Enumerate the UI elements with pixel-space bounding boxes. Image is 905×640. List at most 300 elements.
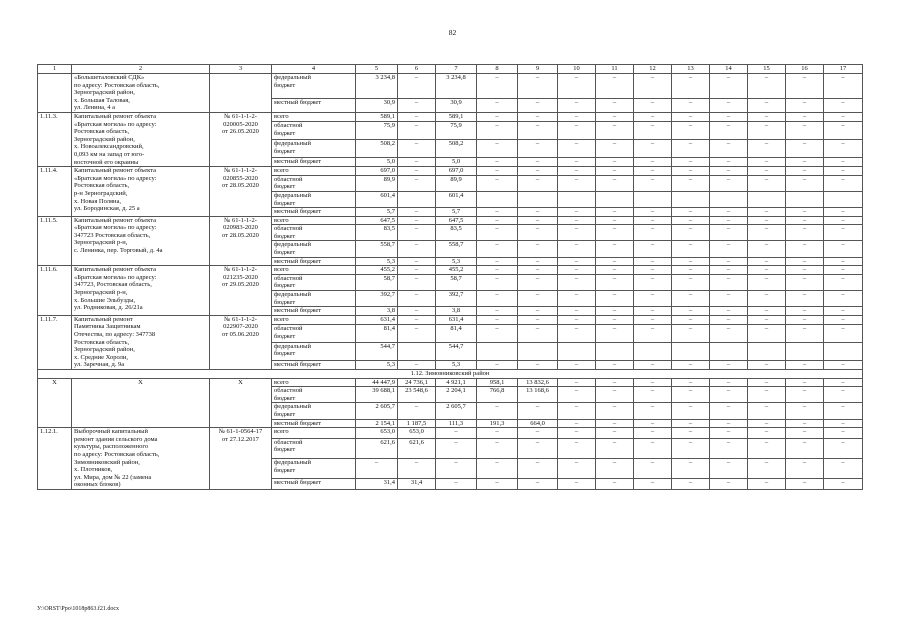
amount-cell: – xyxy=(786,403,824,419)
amount-cell: – xyxy=(672,99,710,113)
funding-line: федеральный xyxy=(274,403,311,411)
amount-cell: – xyxy=(748,175,786,191)
description-line: х. Плотников, xyxy=(74,466,113,474)
description-line: р-н Зерноградский, xyxy=(74,189,128,197)
amount-cell: – xyxy=(558,122,596,140)
amount-cell: – xyxy=(558,74,596,99)
amount-cell: 392,7 xyxy=(436,291,477,307)
amount-cell: – xyxy=(558,140,596,158)
amount-cell: – xyxy=(748,360,786,369)
amount-cell: 111,3 xyxy=(436,419,477,428)
budget-table xyxy=(37,64,863,490)
amount-cell: – xyxy=(672,266,710,275)
amount-cell: – xyxy=(558,291,596,307)
amount-cell: – xyxy=(634,291,672,307)
funding-source xyxy=(272,325,356,343)
reference-line: 020005-2020 xyxy=(223,120,258,128)
amount-cell: 392,7 xyxy=(356,291,398,307)
amount-cell: 647,5 xyxy=(436,216,477,225)
column-number: 11 xyxy=(596,65,634,74)
amount-cell: – xyxy=(518,291,558,307)
funding-line: бюджет xyxy=(274,249,296,257)
amount-cell: – xyxy=(710,241,748,257)
funding-line: бюджет xyxy=(274,129,296,137)
table-row xyxy=(38,266,863,275)
amount-cell: – xyxy=(824,315,863,324)
amount-cell: – xyxy=(672,140,710,158)
amount-cell: – xyxy=(710,167,748,176)
amount-cell: – xyxy=(398,291,436,307)
amount-cell: – xyxy=(477,266,518,275)
funding-line: всего xyxy=(274,216,289,224)
description-line: по адресу: Ростовская область, xyxy=(74,450,160,458)
amount-cell: – xyxy=(634,479,672,490)
description-line: х. Новоалександровский, xyxy=(74,143,144,151)
amount-cell: – xyxy=(824,403,863,419)
amount-cell: – xyxy=(518,208,558,217)
reference-line: № 61-1-1-2- xyxy=(224,167,257,175)
amount-cell: – xyxy=(558,274,596,290)
amount-cell: – xyxy=(518,257,558,266)
amount-cell: – xyxy=(786,307,824,316)
description-line: Капитальный ремонт объекта xyxy=(74,167,156,175)
table-row xyxy=(38,167,863,176)
amount-cell: 3,8 xyxy=(436,307,477,316)
amount-cell: – xyxy=(477,216,518,225)
amount-cell: – xyxy=(477,307,518,316)
amount-cell: – xyxy=(558,112,596,121)
amount-cell: – xyxy=(786,274,824,290)
funding-source xyxy=(272,216,356,225)
funding-line: местный бюджет xyxy=(274,479,322,487)
amount-cell: 508,2 xyxy=(356,140,398,158)
amount-cell: – xyxy=(786,479,824,490)
amount-cell: – xyxy=(398,122,436,140)
amount-cell: – xyxy=(710,257,748,266)
amount-cell: 30,9 xyxy=(356,99,398,113)
amount-cell: – xyxy=(398,208,436,217)
funding-source xyxy=(272,479,356,490)
reference-line: № 61-1-1-2- xyxy=(224,315,257,323)
amount-cell: 697,0 xyxy=(356,167,398,176)
amount-cell: – xyxy=(558,428,596,439)
amount-cell: – xyxy=(596,225,634,241)
amount-cell: – xyxy=(558,307,596,316)
amount-cell: – xyxy=(518,458,558,478)
amount-cell: – xyxy=(786,208,824,217)
amount-cell: – xyxy=(558,266,596,275)
amount-cell: – xyxy=(672,315,710,324)
reference-line: от 26.05.2020 xyxy=(222,128,259,136)
description-line: ул. Бородинская, д. 25 а xyxy=(74,205,140,213)
funding-source xyxy=(272,112,356,121)
amount-cell: – xyxy=(786,360,824,369)
amount-cell: – xyxy=(518,157,558,166)
amount-cell: – xyxy=(824,122,863,140)
amount-cell: 3,8 xyxy=(356,307,398,316)
amount-cell: – xyxy=(398,225,436,241)
amount-cell: – xyxy=(824,479,863,490)
amount-cell: – xyxy=(558,257,596,266)
amount-cell: – xyxy=(786,216,824,225)
funding-source xyxy=(272,274,356,290)
amount-cell: – xyxy=(634,216,672,225)
amount-cell: – xyxy=(558,387,596,403)
table-row xyxy=(38,428,863,439)
amount-cell: – xyxy=(748,315,786,324)
amount-cell: – xyxy=(518,216,558,225)
amount-cell: – xyxy=(748,266,786,275)
amount-cell: – xyxy=(596,266,634,275)
description-line: 347723, Ростовская область, xyxy=(74,281,152,289)
object-description xyxy=(72,378,210,428)
amount-cell: – xyxy=(518,479,558,490)
amount-cell: – xyxy=(710,315,748,324)
page-number: 82 xyxy=(448,28,457,37)
amount-cell: – xyxy=(748,387,786,403)
funding-line: всего xyxy=(274,112,289,120)
description-line: Капитальный ремонт объекта xyxy=(74,216,156,224)
amount-cell: – xyxy=(786,428,824,439)
amount-cell: 4 921,1 xyxy=(436,378,477,387)
item-number: 1.11.6. xyxy=(38,266,72,316)
funding-line: бюджет xyxy=(274,298,296,306)
amount-cell: – xyxy=(596,216,634,225)
funding-source xyxy=(272,428,356,439)
funding-line: всего xyxy=(274,428,289,436)
funding-line: федеральный xyxy=(274,342,311,350)
amount-cell: – xyxy=(398,157,436,166)
reference-line: от 29.05.2020 xyxy=(222,281,259,289)
description-line: Капитальный ремонт объекта xyxy=(74,112,156,120)
description-line: «Большеталовский СДК» xyxy=(74,74,145,81)
funding-line: областной xyxy=(274,225,303,233)
amount-cell: – xyxy=(748,291,786,307)
amount-cell: 2 605,7 xyxy=(356,403,398,419)
funding-line: бюджет xyxy=(274,183,296,191)
amount-cell: – xyxy=(558,241,596,257)
amount-cell: 766,8 xyxy=(477,387,518,403)
expertise-reference xyxy=(210,378,272,428)
amount-cell: – xyxy=(710,122,748,140)
amount-cell: – xyxy=(634,403,672,419)
amount-cell: – xyxy=(596,274,634,290)
amount-cell: – xyxy=(672,274,710,290)
amount-cell: – xyxy=(398,74,436,99)
amount-cell: – xyxy=(634,167,672,176)
amount-cell: – xyxy=(748,325,786,343)
amount-cell: – xyxy=(786,387,824,403)
amount-cell: – xyxy=(477,291,518,307)
amount-cell: – xyxy=(748,225,786,241)
amount-cell: – xyxy=(672,257,710,266)
item-number: 1.11.3. xyxy=(38,112,72,166)
amount-cell: – xyxy=(824,307,863,316)
object-description xyxy=(72,74,210,113)
amount-cell: – xyxy=(710,438,748,458)
description-line: ул. Мира, дом № 22 (замена xyxy=(74,473,152,481)
description-line: Ростовская область, xyxy=(74,338,130,346)
object-description xyxy=(72,315,210,369)
amount-cell: – xyxy=(477,225,518,241)
amount-cell: 589,1 xyxy=(356,112,398,121)
amount-cell: – xyxy=(824,360,863,369)
amount-cell: – xyxy=(824,175,863,191)
column-number: 16 xyxy=(786,65,824,74)
amount-cell: – xyxy=(398,458,436,478)
funding-line: бюджет xyxy=(274,332,296,340)
amount-cell: – xyxy=(824,438,863,458)
amount-cell: 31,4 xyxy=(398,479,436,490)
object-description xyxy=(72,112,210,166)
amount-cell: – xyxy=(518,225,558,241)
funding-line: областной xyxy=(274,325,303,333)
amount-cell: – xyxy=(824,241,863,257)
column-number: 12 xyxy=(634,65,672,74)
amount-cell: – xyxy=(824,225,863,241)
amount-cell: – xyxy=(786,140,824,158)
reference-line: X xyxy=(238,378,243,386)
amount-cell: 5,3 xyxy=(436,360,477,369)
amount-cell: – xyxy=(558,157,596,166)
funding-line: бюджет xyxy=(274,199,296,207)
amount-cell: – xyxy=(672,167,710,176)
amount-cell: – xyxy=(786,266,824,275)
amount-cell: – xyxy=(398,99,436,113)
amount-cell: 58,7 xyxy=(436,274,477,290)
amount-cell: – xyxy=(518,438,558,458)
funding-line: всего xyxy=(274,315,289,323)
amount-cell: – xyxy=(710,74,748,99)
amount-cell: – xyxy=(710,99,748,113)
object-description xyxy=(72,428,210,490)
amount-cell: 2 154,1 xyxy=(356,419,398,428)
amount-cell: – xyxy=(786,419,824,428)
amount-cell xyxy=(634,342,672,360)
reference-line: 022907-2020 xyxy=(223,323,258,331)
expertise-reference xyxy=(210,315,272,369)
object-description xyxy=(72,167,210,217)
amount-cell: – xyxy=(672,428,710,439)
description-line: Памятника Защитникам xyxy=(74,323,141,331)
amount-cell: – xyxy=(596,112,634,121)
amount-cell: – xyxy=(824,257,863,266)
description-line: Зерноградский район, xyxy=(74,89,135,97)
amount-cell: – xyxy=(634,360,672,369)
reference-line: от 28.05.2020 xyxy=(222,182,259,190)
amount-cell xyxy=(558,342,596,360)
column-number: 10 xyxy=(558,65,596,74)
amount-cell: – xyxy=(672,479,710,490)
funding-line: бюджет xyxy=(274,81,296,89)
amount-cell: – xyxy=(558,438,596,458)
description-line: X xyxy=(138,378,143,386)
funding-line: областной xyxy=(274,122,303,130)
description-line: по адресу: Ростовская область, xyxy=(74,81,160,89)
amount-cell: – xyxy=(748,419,786,428)
amount-cell: – xyxy=(824,325,863,343)
funding-source xyxy=(272,307,356,316)
amount-cell: – xyxy=(672,458,710,478)
section-title: 1.12. Зимовниковский район xyxy=(38,369,863,378)
amount-cell: – xyxy=(634,307,672,316)
amount-cell xyxy=(710,191,748,207)
amount-cell: – xyxy=(596,479,634,490)
amount-cell: – xyxy=(748,122,786,140)
expertise-reference xyxy=(210,266,272,316)
amount-cell: 631,4 xyxy=(436,315,477,324)
amount-cell: – xyxy=(634,378,672,387)
amount-cell: – xyxy=(710,140,748,158)
funding-line: бюджет xyxy=(274,394,296,402)
amount-cell: 30,9 xyxy=(436,99,477,113)
amount-cell: – xyxy=(786,378,824,387)
amount-cell: – xyxy=(356,458,398,478)
amount-cell: – xyxy=(596,387,634,403)
amount-cell: – xyxy=(824,419,863,428)
description-line: ул. Заречная, д. 9а xyxy=(74,361,125,369)
table-row xyxy=(38,315,863,324)
amount-cell: – xyxy=(672,175,710,191)
funding-source xyxy=(272,257,356,266)
amount-cell: 631,4 xyxy=(356,315,398,324)
column-number: 15 xyxy=(748,65,786,74)
amount-cell: – xyxy=(398,315,436,324)
amount-cell: – xyxy=(786,458,824,478)
funding-source xyxy=(272,74,356,99)
amount-cell: – xyxy=(558,208,596,217)
amount-cell: – xyxy=(477,274,518,290)
amount-cell: – xyxy=(748,74,786,99)
funding-source xyxy=(272,191,356,207)
funding-source xyxy=(272,458,356,478)
amount-cell: – xyxy=(558,167,596,176)
amount-cell: – xyxy=(634,122,672,140)
amount-cell: 3 234,8 xyxy=(436,74,477,99)
amount-cell: – xyxy=(672,112,710,121)
description-line: Капитальный ремонт xyxy=(74,315,133,323)
amount-cell xyxy=(477,191,518,207)
funding-line: федеральный xyxy=(274,291,311,299)
amount-cell: 664,0 xyxy=(518,419,558,428)
amount-cell: – xyxy=(710,378,748,387)
amount-cell: 653,0 xyxy=(398,428,436,439)
amount-cell: 75,9 xyxy=(436,122,477,140)
amount-cell: – xyxy=(398,266,436,275)
amount-cell: 647,5 xyxy=(356,216,398,225)
amount-cell: 2 605,7 xyxy=(436,403,477,419)
amount-cell: – xyxy=(634,419,672,428)
amount-cell: – xyxy=(824,266,863,275)
amount-cell: – xyxy=(672,360,710,369)
amount-cell: – xyxy=(748,167,786,176)
amount-cell: – xyxy=(477,140,518,158)
amount-cell: 5,3 xyxy=(356,257,398,266)
amount-cell xyxy=(596,191,634,207)
amount-cell: – xyxy=(786,315,824,324)
amount-cell: – xyxy=(672,157,710,166)
funding-line: бюджет xyxy=(274,282,296,290)
funding-source xyxy=(272,99,356,113)
funding-line: местный бюджет xyxy=(274,99,322,107)
amount-cell: – xyxy=(596,208,634,217)
amount-cell: 508,2 xyxy=(436,140,477,158)
amount-cell: 3 234,8 xyxy=(356,74,398,99)
amount-cell xyxy=(596,342,634,360)
amount-cell: – xyxy=(518,307,558,316)
amount-cell: 958,1 xyxy=(477,378,518,387)
column-number: 17 xyxy=(824,65,863,74)
amount-cell: – xyxy=(672,291,710,307)
amount-cell: 31,4 xyxy=(356,479,398,490)
amount-cell: – xyxy=(672,74,710,99)
amount-cell: – xyxy=(634,112,672,121)
amount-cell: – xyxy=(786,167,824,176)
amount-cell: – xyxy=(786,157,824,166)
column-number: 2 xyxy=(72,65,210,74)
amount-cell: – xyxy=(748,216,786,225)
funding-source xyxy=(272,387,356,403)
amount-cell: – xyxy=(634,266,672,275)
amount-cell: – xyxy=(477,74,518,99)
amount-cell: – xyxy=(634,428,672,439)
amount-cell: – xyxy=(786,241,824,257)
amount-cell: – xyxy=(477,241,518,257)
description-line: х. Большие Эльбузды, xyxy=(74,296,136,304)
funding-source xyxy=(272,208,356,217)
amount-cell: – xyxy=(398,241,436,257)
amount-cell: – xyxy=(518,241,558,257)
amount-cell: – xyxy=(634,458,672,478)
funding-line: местный бюджет xyxy=(274,157,322,165)
amount-cell: – xyxy=(710,225,748,241)
amount-cell: – xyxy=(398,112,436,121)
description-line: Зерноградский район, xyxy=(74,346,135,354)
funding-line: областной xyxy=(274,274,303,282)
amount-cell: – xyxy=(477,315,518,324)
amount-cell: – xyxy=(786,74,824,99)
expertise-reference xyxy=(210,167,272,217)
reference-line: 021235-2020 xyxy=(223,273,258,281)
amount-cell: 601,4 xyxy=(356,191,398,207)
amount-cell: – xyxy=(710,112,748,121)
description-line: Зерноградский район, xyxy=(74,135,135,143)
amount-cell: – xyxy=(596,257,634,266)
amount-cell: – xyxy=(824,74,863,99)
amount-cell: – xyxy=(596,419,634,428)
column-number: 5 xyxy=(356,65,398,74)
amount-cell: – xyxy=(710,360,748,369)
funding-source xyxy=(272,360,356,369)
amount-cell: – xyxy=(477,208,518,217)
funding-line: бюджет xyxy=(274,466,296,474)
amount-cell: – xyxy=(710,403,748,419)
amount-cell: 89,9 xyxy=(436,175,477,191)
funding-line: бюджет xyxy=(274,147,296,155)
amount-cell: – xyxy=(824,99,863,113)
amount-cell: – xyxy=(748,99,786,113)
reference-line: 020855-2020 xyxy=(223,174,258,182)
amount-cell: 5,7 xyxy=(356,208,398,217)
funding-source xyxy=(272,157,356,166)
amount-cell: – xyxy=(748,257,786,266)
amount-cell: – xyxy=(558,225,596,241)
amount-cell: – xyxy=(477,122,518,140)
amount-cell xyxy=(824,342,863,360)
amount-cell: – xyxy=(672,378,710,387)
amount-cell: – xyxy=(710,216,748,225)
funding-source xyxy=(272,342,356,360)
